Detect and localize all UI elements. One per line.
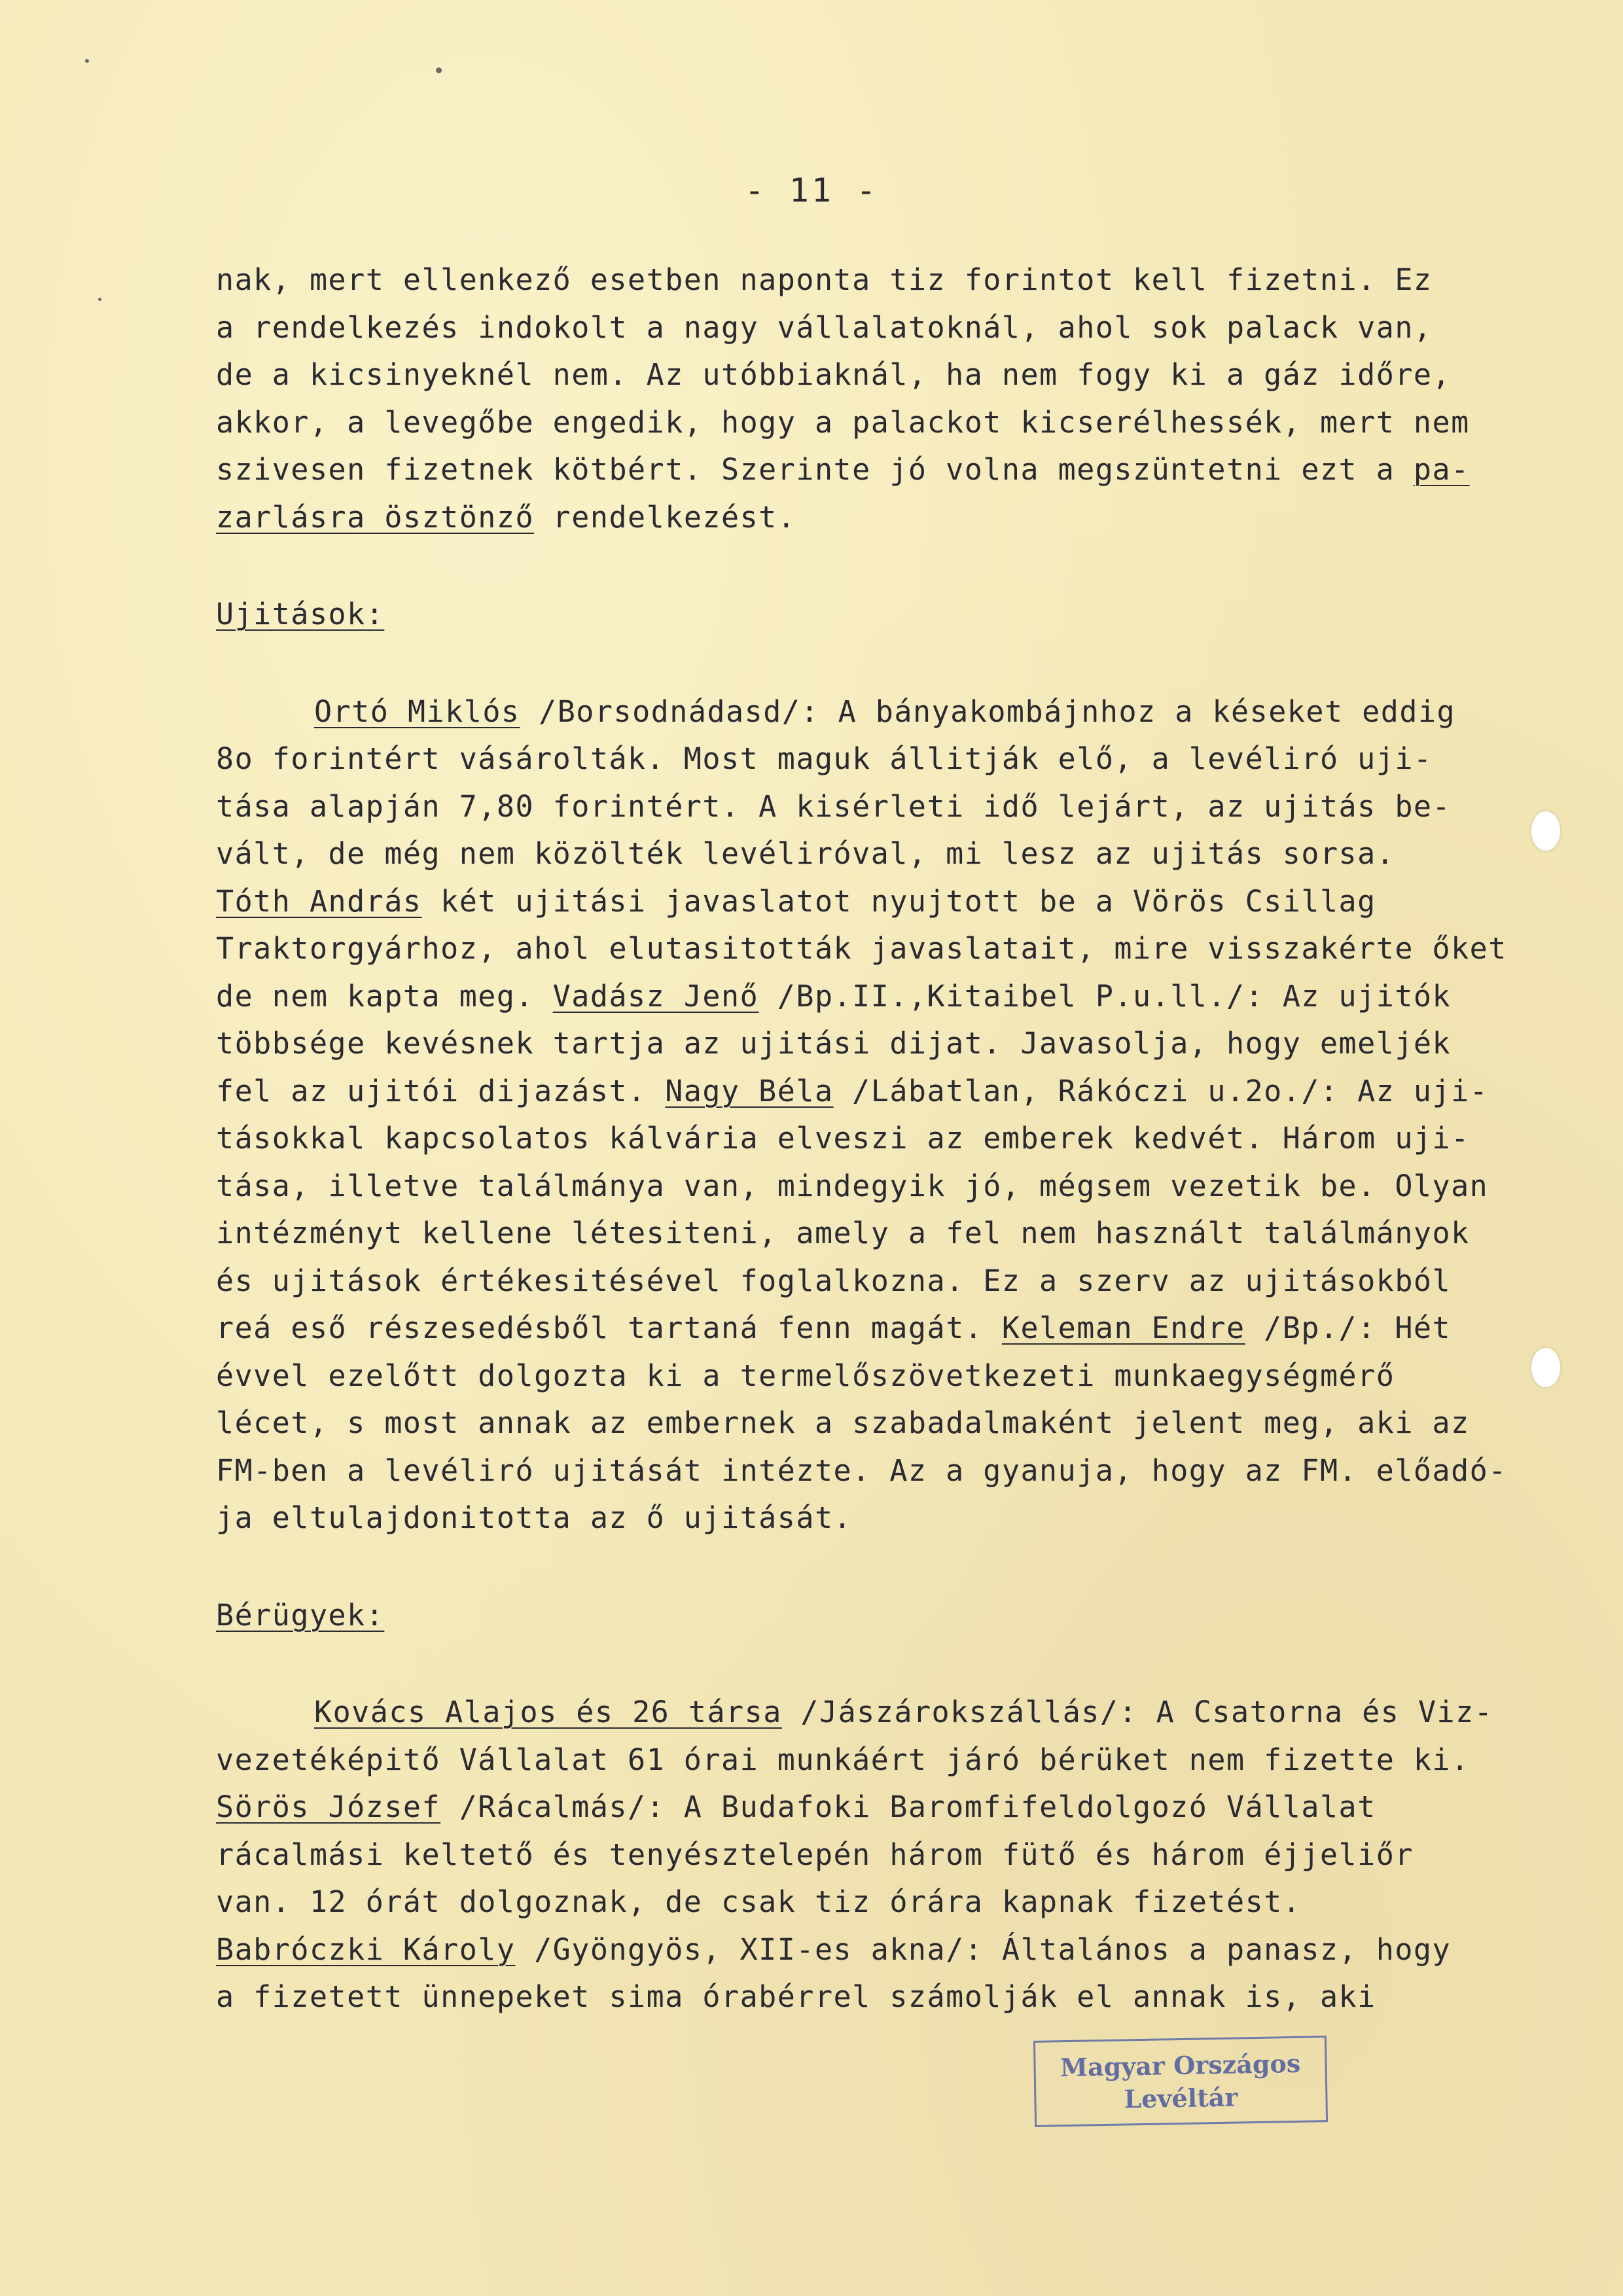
person-name: Sörös József	[216, 1790, 441, 1824]
person-name: Babróczki Károly	[216, 1932, 516, 1967]
text-segment: tása, illetve találmánya van, mindegyik jó, mégsem vezetik be. Olyan	[216, 1168, 1489, 1203]
punch-hole	[1531, 811, 1560, 851]
text-line	[216, 925, 1584, 973]
text-segment: rendelkezést.	[534, 499, 796, 535]
section-heading-innovations	[216, 591, 1584, 639]
person-name: Nagy Béla	[665, 1073, 834, 1108]
text-segment: két ujitási javaslatot nyujtott be a Vörös Csillag	[421, 883, 1376, 919]
text-segment: /Bp./: Hét	[1245, 1311, 1452, 1345]
text-line	[216, 1352, 1584, 1400]
text-line	[216, 1447, 1584, 1495]
innovations-paragraph	[216, 688, 1584, 1542]
text-line	[216, 1784, 1584, 1831]
paper-speck	[98, 298, 101, 301]
text-segment: tása alapján 7,80 forintért. A kisérleti idő lejárt, az ujitás be-	[216, 788, 1452, 824]
archive-stamp	[1033, 2036, 1328, 2127]
faded-stamp-impression	[405, 2106, 682, 2168]
text-line	[216, 494, 1584, 542]
stamp-line: Levéltár	[1124, 2082, 1238, 2114]
text-segment: /Lábatlan, Rákóczi u.2o./: Az uji-	[833, 1073, 1489, 1108]
text-segment: /Jászárokszállás/: A Csatorna és Viz-	[781, 1695, 1493, 1729]
text-line	[216, 1879, 1584, 1926]
paper-speck	[436, 67, 442, 73]
text-segment: van. 12 órát dolgoznak, de csak tiz órára kapnak fizetést.	[216, 1884, 1302, 1919]
text-line	[216, 1926, 1584, 1974]
text-segment: és ujitások értékesitésével foglalkozna. Ez a szerv az ujitásokból	[216, 1263, 1452, 1298]
text-line	[216, 1737, 1584, 1784]
text-segment: a fizetett ünnepeket sima órabérrel számolják el annak is, aki	[216, 1979, 1376, 2014]
person-name: Vadász Jenő	[552, 978, 759, 1014]
text-line	[216, 1020, 1584, 1068]
document-body	[216, 256, 1584, 2021]
page-number: - 11 -	[744, 171, 879, 209]
text-line	[216, 878, 1584, 926]
text-segment: de nem kapta meg.	[216, 978, 553, 1014]
text-segment: többsége kevésnek tartja az ujitási dijat. Javasolja, hogy emeljék	[216, 1026, 1452, 1061]
text-segment: /Borsodnádasd/: A bányakombájnhoz a késeket eddig	[520, 694, 1456, 729]
text-line	[216, 688, 1584, 736]
text-segment: lécet, s most annak az embernek a szabadalmaként jelent meg, aki az	[216, 1405, 1470, 1440]
text-segment: /Gyöngyös, XII-es akna/: Általános a panasz, hogy	[515, 1932, 1452, 1967]
heading-text: Ujitások:	[216, 597, 385, 631]
underlined-text: pa-	[1413, 452, 1470, 487]
text-segment: /Rácalmás/: A Budafoki Baromfifeldolgozó Vállalat	[440, 1790, 1376, 1824]
text-line	[216, 1400, 1584, 1447]
section-heading-wage-matters	[216, 1592, 1584, 1640]
text-line	[216, 1831, 1584, 1879]
text-line	[216, 1973, 1584, 2021]
text-segment: fel az ujitói dijazást.	[216, 1073, 666, 1108]
text-line	[216, 1689, 1584, 1737]
text-segment: szivesen fizetnek kötbért. Szerinte jó volna megszüntetni ezt a	[216, 452, 1414, 487]
heading-text: Bérügyek:	[216, 1597, 385, 1633]
text-line: nak, mert ellenkező esetben naponta tiz forintot kell fizetni. Ez	[216, 262, 1433, 297]
text-line	[216, 1115, 1584, 1163]
text-line	[216, 1068, 1584, 1116]
text-line: de a kicsinyeknél nem. Az utóbbiaknál, ha nem fogy ki a gáz időre,	[216, 357, 1452, 392]
text-line: akkor, a levegőbe engedik, hogy a palackot kicserélhessék, mert nem	[216, 404, 1470, 440]
person-name: Keleman Endre	[1001, 1311, 1245, 1345]
text-line	[216, 1258, 1584, 1305]
paper-speck	[85, 59, 89, 63]
text-segment: intézményt kellene létesiteni, amely a fel nem használt találmányok	[216, 1216, 1470, 1250]
stamp-line: Magyar Országos	[1060, 2048, 1301, 2083]
text-line	[216, 446, 1584, 494]
text-segment: vált, de még nem közölték levéliróval, mi lesz az ujitás sorsa.	[216, 836, 1395, 871]
text-segment: rácalmási keltető és tenyésztelepén három fütő és három éjjeliőr	[216, 1837, 1414, 1872]
text-segment: tásokkal kapcsolatos kálvária elveszi az emberek kedvét. Három uji-	[216, 1121, 1470, 1156]
text-segment: évvel ezelőtt dolgozta ki a termelőszövetkezeti munkaegységmérő	[216, 1358, 1395, 1393]
person-name: Kovács Alajos és 26 társa	[314, 1695, 782, 1729]
text-segment: vezetéképitő Vállalat 61 órai munkáért járó bérüket nem fizette ki.	[216, 1742, 1470, 1777]
text-line	[216, 1210, 1584, 1258]
text-line	[216, 1494, 1584, 1542]
text-line	[216, 1305, 1584, 1352]
text-line	[216, 735, 1584, 783]
text-segment: 8o forintért vásárolták. Most maguk állitják elő, a levéliró uji-	[216, 741, 1433, 776]
punch-hole	[1531, 1348, 1560, 1387]
text-segment: reá eső részesedésből tartaná fenn magát.	[216, 1311, 1002, 1345]
text-line	[216, 783, 1584, 831]
text-line	[216, 1163, 1584, 1210]
text-line	[216, 973, 1584, 1021]
person-name: Ortó Miklós	[314, 694, 520, 729]
text-line	[216, 830, 1584, 878]
wage-matters-paragraph	[216, 1689, 1584, 2021]
text-line: a rendelkezés indokolt a nagy vállalatoknál, ahol sok palack van,	[216, 309, 1433, 345]
text-segment: FM-ben a levéliró ujitását intézte. Az a gyanuja, hogy az FM. előadó-	[216, 1453, 1507, 1488]
person-name: Tóth András	[216, 883, 422, 919]
text-segment: ja eltulajdonitotta az ő ujitását.	[216, 1500, 853, 1535]
text-segment: Traktorgyárhoz, ahol elutasitották javaslatait, mire visszakérte őket	[216, 931, 1507, 966]
underlined-text: zarlásra ösztönző	[216, 499, 535, 535]
text-segment: /Bp.II.,Kitaibel P.u.ll./: Az ujitók	[758, 978, 1452, 1014]
